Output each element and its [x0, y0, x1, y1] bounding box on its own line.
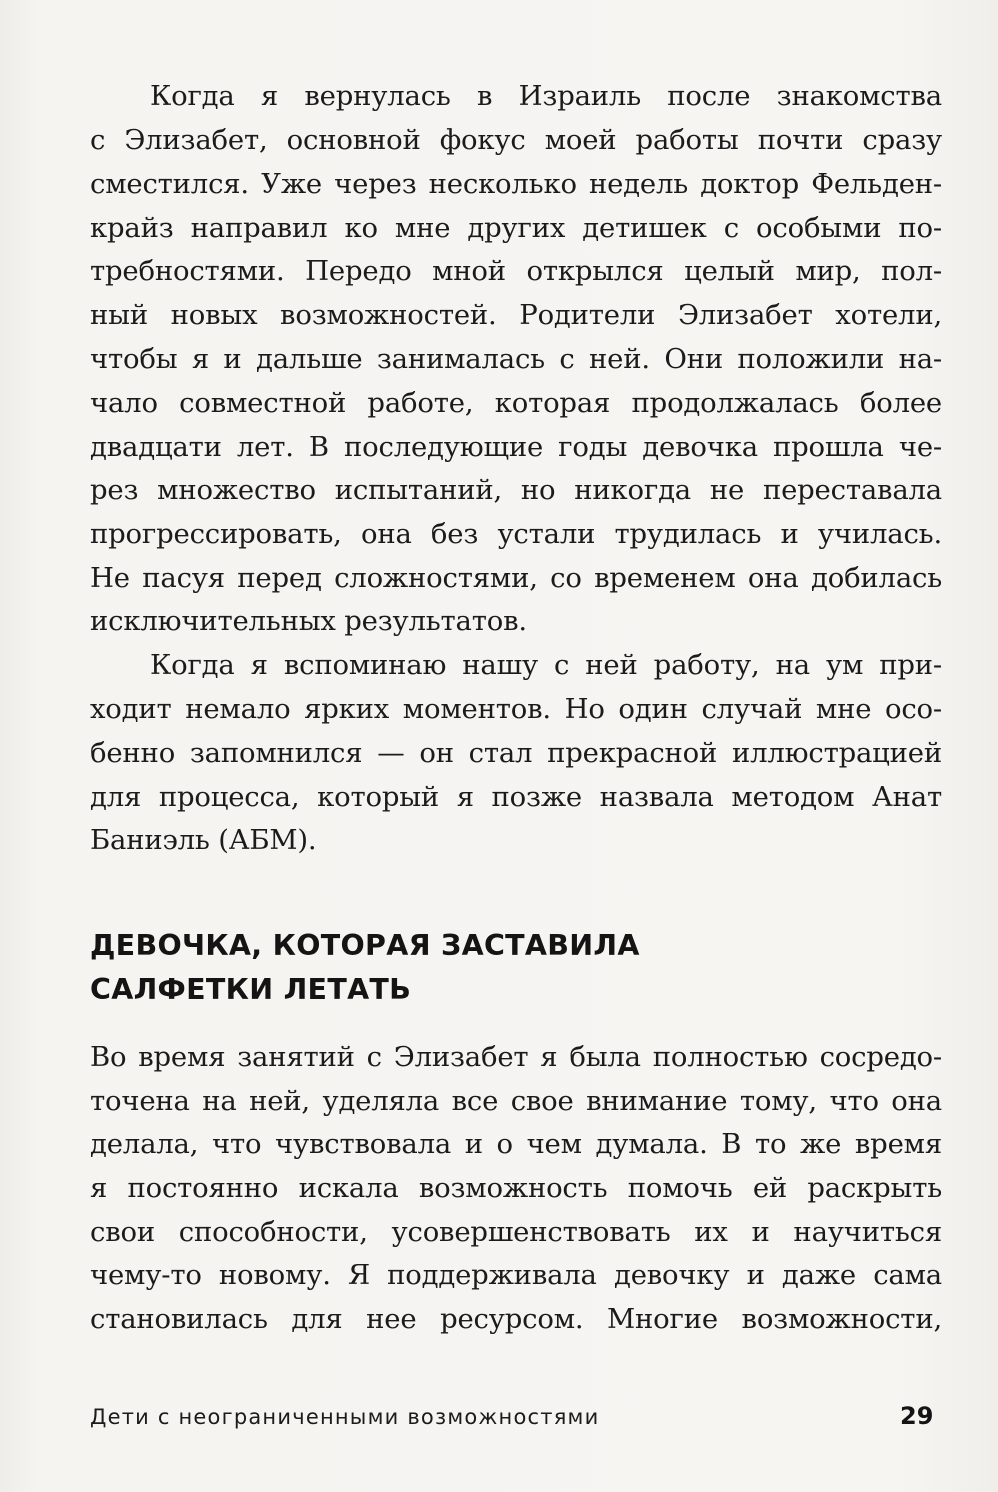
text-line: Во время занятий с Элизабет я была полностью сосредо-: [90, 1041, 942, 1073]
text-line: требностями. Передо мной открылся целый мир, пол-: [90, 255, 942, 287]
text-line: чтобы я и дальше занималась с ней. Они положили на-: [90, 343, 942, 375]
heading-line: ДЕВОЧКА, КОТОРАЯ ЗАСТАВИЛА: [90, 929, 640, 962]
text-line: прогрессировать, она без устали трудилась и училась.: [90, 518, 942, 550]
text-line: исключительных результатов.: [90, 605, 527, 637]
text-line: Баниэль (АБМ).: [90, 824, 317, 856]
text-line: Когда я вспоминаю нашу с ней работу, на ум при-: [150, 649, 942, 681]
text-line: рез множество испытаний, но никогда не переставала: [90, 474, 942, 506]
text-line: сместился. Уже через несколько недель доктор Фельден-: [90, 168, 942, 200]
text-line: делала, что чувствовала и о чем думала. В то же время: [90, 1128, 942, 1160]
text-line: двадцати лет. В последующие годы девочка прошла че-: [90, 431, 942, 463]
text-line: точена на ней, уделяла все свое внимание тому, что она: [90, 1085, 942, 1117]
text-line: крайз направил ко мне других детишек с особыми по-: [90, 212, 942, 244]
page-number: 29: [900, 1402, 934, 1430]
text-line: бенно запомнился — он стал прекрасной иллюстрацией: [90, 737, 942, 769]
text-line: свои способности, усовершенствовать их и научиться: [90, 1216, 942, 1248]
running-footer-title: Дети с неограниченными возможностями: [90, 1405, 600, 1429]
text-line: для процесса, который я позже назвала методом Анат: [90, 781, 942, 813]
text-line: ходит немало ярких моментов. Но один случай мне осо-: [90, 693, 942, 725]
text-line: с Элизабет, основной фокус моей работы почти сразу: [90, 124, 942, 156]
heading-line: САЛФЕТКИ ЛЕТАТЬ: [90, 973, 412, 1006]
text-line: становилась для нее ресурсом. Многие возможности,: [90, 1303, 942, 1335]
text-line: Не пасуя перед сложностями, со временем она добилась: [90, 562, 942, 594]
text-line: чему-то новому. Я поддерживала девочку и даже сама: [90, 1259, 942, 1291]
text-line: ный новых возможностей. Родители Элизабет хотели,: [90, 299, 942, 331]
text-line: Когда я вернулась в Израиль после знакомства: [150, 80, 942, 112]
text-line: чало совместной работе, которая продолжалась более: [90, 387, 942, 419]
text-line: я постоянно искала возможность помочь ей раскрыть: [90, 1172, 942, 1204]
